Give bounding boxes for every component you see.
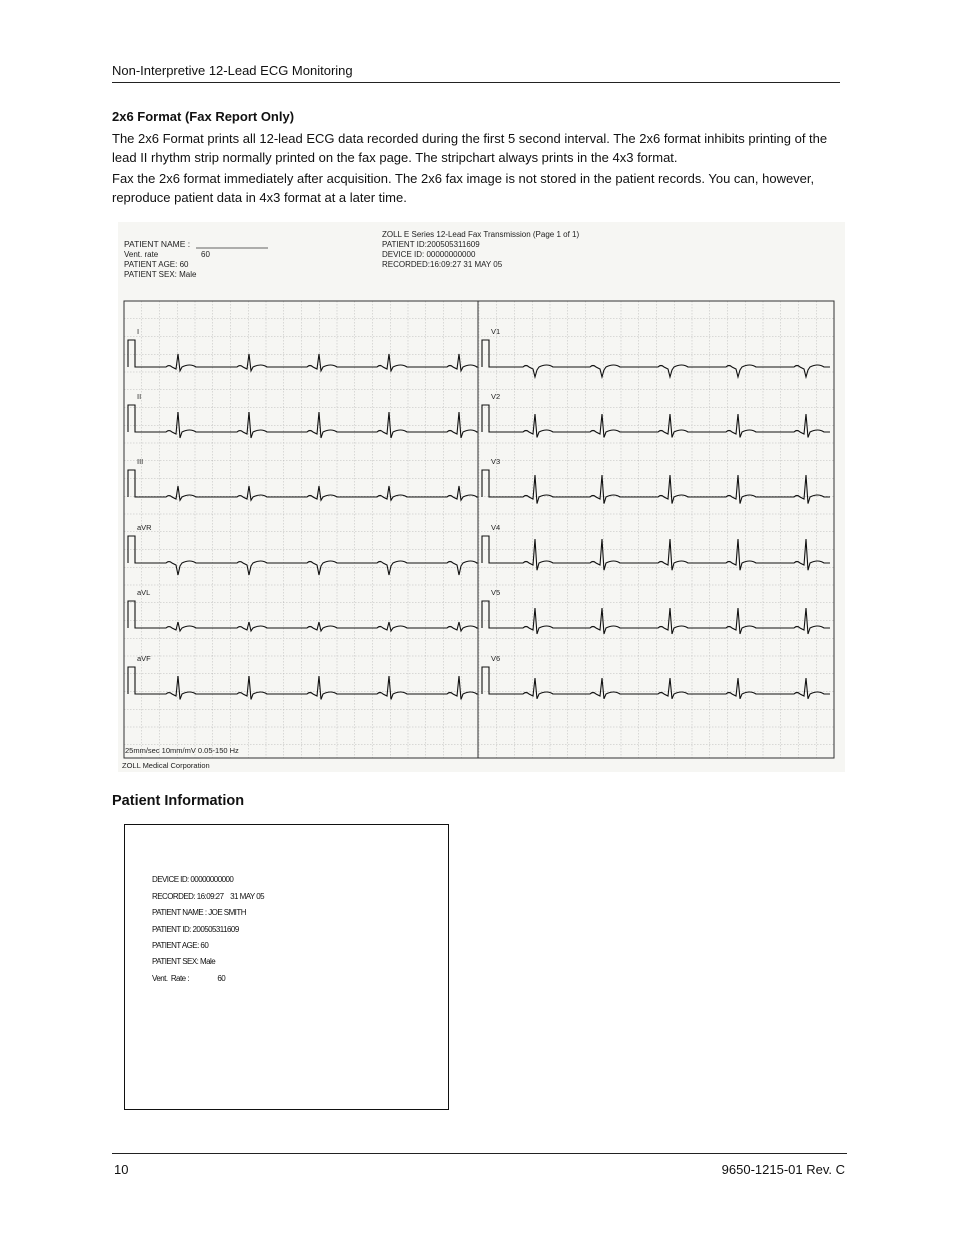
ecg-trace-v2 bbox=[482, 405, 830, 437]
ecg-trace-v3 bbox=[482, 470, 830, 504]
fax-patient-id: PATIENT ID:200505311609 bbox=[382, 240, 480, 249]
fax-vent-rate-value: 60 bbox=[201, 250, 210, 259]
lead-label-avf: aVF bbox=[137, 654, 151, 663]
lead-label-avl: aVL bbox=[137, 588, 151, 597]
header-rule bbox=[112, 82, 840, 83]
ecg-trace-v4 bbox=[482, 536, 830, 570]
lead-label-iii: III bbox=[137, 457, 144, 466]
lead-label-v6: V6 bbox=[491, 654, 501, 663]
fax-recorded: RECORDED:16:09:27 31 MAY 05 bbox=[382, 260, 503, 269]
pi-recorded: RECORDED: 16:09:27 31 MAY 05 bbox=[152, 892, 265, 901]
document-code: 9650-1215-01 Rev. C bbox=[721, 1162, 845, 1177]
paragraph-2x6-format: The 2x6 Format prints all 12-lead ECG data recorded during the first 5 second interval. The 2x6 format inhibits printing of the lead II rhythm strip normally printed on the fax page. The stripchart always prints in the 4x3 format. bbox=[112, 131, 828, 165]
fax-patient-name: PATIENT NAME : bbox=[124, 239, 191, 249]
fax-settings: 25mm/sec 10mm/mV 0.05-150 Hz bbox=[125, 746, 239, 755]
paragraph-fax-note: Fax the 2x6 format immediately after acquisition. The 2x6 fax image is not stored in the patient records. You can, however, reproduce patient data in 4x3 format at a later time. bbox=[112, 171, 815, 205]
fax-manufacturer: ZOLL Medical Corporation bbox=[122, 761, 210, 770]
ecg-trace-avr bbox=[128, 536, 477, 575]
footer-rule bbox=[112, 1153, 847, 1154]
page-number: 10 bbox=[114, 1162, 129, 1177]
lead-label-ii: II bbox=[137, 392, 142, 401]
lead-label-v2: V2 bbox=[491, 392, 501, 401]
lead-label-i: I bbox=[137, 327, 140, 336]
ecg-trace-v5 bbox=[482, 601, 830, 634]
pi-vent-rate: Vent. Rate : 60 bbox=[152, 974, 226, 983]
ecg-traces bbox=[128, 340, 830, 699]
ecg-trace-avf bbox=[128, 667, 477, 699]
running-header: Non-Interpretive 12-Lead ECG Monitoring bbox=[112, 63, 353, 78]
fax-patient-age: PATIENT AGE: 60 bbox=[124, 260, 189, 269]
lead-label-v3: V3 bbox=[491, 457, 501, 466]
lead-label-v1: V1 bbox=[491, 327, 501, 336]
fax-vent-rate-label: Vent. rate bbox=[124, 250, 159, 259]
pi-device-id: DEVICE ID: 00000000000 bbox=[152, 875, 234, 884]
lead-label-v5: V5 bbox=[491, 588, 501, 597]
fax-patient-sex: PATIENT SEX: Male bbox=[124, 270, 197, 279]
fax-title: ZOLL E Series 12-Lead Fax Transmission (Page 1 of 1) bbox=[382, 230, 580, 239]
ecg-trace-v6 bbox=[482, 667, 830, 699]
pi-patient-age: PATIENT AGE: 60 bbox=[152, 941, 209, 950]
patient-information-box bbox=[124, 824, 449, 1110]
fax-device-id: DEVICE ID: 00000000000 bbox=[382, 250, 476, 259]
ecg-grid bbox=[124, 301, 834, 758]
ecg-trace-iii bbox=[128, 470, 477, 500]
pi-patient-sex: PATIENT SEX: Male bbox=[152, 957, 216, 966]
ecg-fax-image bbox=[118, 222, 845, 772]
ecg-trace-v1 bbox=[482, 340, 830, 377]
lead-label-avr: aVR bbox=[137, 523, 152, 532]
ecg-trace-ii bbox=[128, 405, 477, 438]
patient-information-heading: Patient Information bbox=[112, 793, 245, 809]
ecg-trace-i bbox=[128, 340, 477, 371]
pi-patient-id: PATIENT ID: 200505311609 bbox=[152, 925, 239, 934]
pi-patient-name: PATIENT NAME : JOE SMITH bbox=[152, 908, 246, 917]
ecg-trace-avl bbox=[128, 601, 477, 631]
section-heading: 2x6 Format (Fax Report Only) bbox=[112, 109, 295, 124]
lead-label-v4: V4 bbox=[491, 523, 501, 532]
